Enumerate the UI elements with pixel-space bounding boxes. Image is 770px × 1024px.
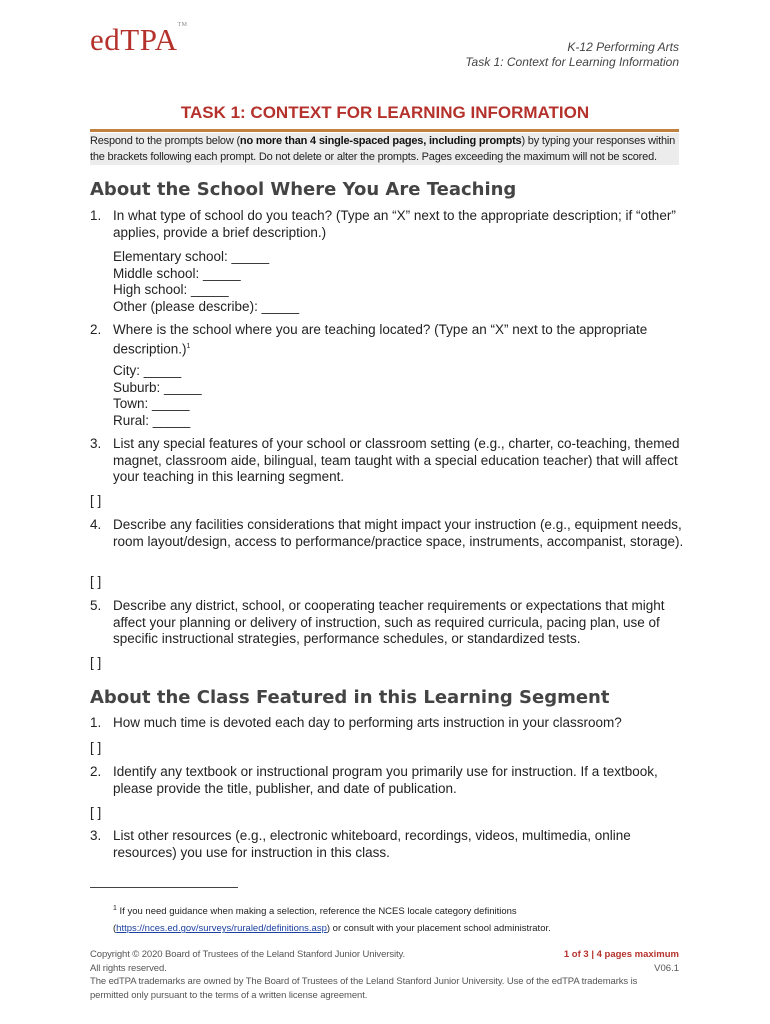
section-heading-school: About the School Where You Are Teaching <box>90 179 517 200</box>
page-title: TASK 1: CONTEXT FOR LEARNING INFORMATION <box>180 103 590 122</box>
footer-rights: All rights reserved. <box>90 962 167 974</box>
response-bracket-textbook[interactable]: [ ] <box>90 805 102 820</box>
page-number: 1 of 3 | 4 pages maximum <box>563 949 679 960</box>
prompt-textbook: 2. Identify any textbook or instructional program you primarily use for instruction. If a textbook, please provide the title, publisher, and date of publication. <box>90 764 658 796</box>
edtpa-logo: edTPA™ <box>90 22 188 57</box>
option-city[interactable]: City: _____ <box>113 363 182 378</box>
prompt-school-type: 1. In what type of school do you teach? (Type an “X” next to the appropriate description; if “other” applies, provide a brief description.) <box>90 208 676 240</box>
footnote-ref[interactable]: 1 <box>186 342 191 350</box>
page-info <box>564 948 679 975</box>
option-town[interactable]: Town: _____ <box>113 396 190 411</box>
option-high[interactable]: High school: _____ <box>113 282 229 297</box>
school-type-options <box>113 249 299 315</box>
footnote: $^1$ If you need guidance when making a selection, reference the NCES locale category definitions (https://nces.ed.gov/surveys/ruraled/definitions.asp) or consult with your placement school administrator. <box>113 905 551 935</box>
version: V06.1 <box>654 962 679 974</box>
school-location-options <box>113 363 202 429</box>
option-suburb[interactable]: Suburb: _____ <box>113 379 202 395</box>
prompt-facilities: 4. Describe any facilities considerations that might impact your instruction (e.g., equipment needs, room layout/design, access to performance/practice space, instruments, accompanist, storage). <box>90 517 684 549</box>
header-task: Task 1: Context for Learning Information <box>465 55 679 69</box>
option-rural[interactable]: Rural: _____ <box>113 412 191 428</box>
prompt-resources: 3. List other resources (e.g., electronic whiteboard, recordings, videos, multimedia, online resources) you use for instruction in this class. <box>90 828 631 860</box>
response-bracket-special-features[interactable]: [ ] <box>90 493 102 508</box>
response-bracket-facilities[interactable]: [ ] <box>90 574 102 589</box>
footer-copyright: Copyright © 2020 Board of Trustees of the Leland Stanford Junior University. <box>90 949 406 960</box>
prompt-time-devoted: 1. How much time is devoted each day to performing arts instruction in your classroom? <box>90 715 622 730</box>
option-middle[interactable]: Middle school: _____ <box>113 265 241 281</box>
header-subject: K-12 Performing Arts <box>567 40 679 54</box>
prompt-requirements: 5. Describe any district, school, or cooperating teacher requirements or expectations that might affect your planning or delivery of instruction, such as required curricula, pacing plan, use of specific instructional strategies, performance schedules, or standardized tests. <box>90 598 665 646</box>
footnote-divider <box>90 887 238 888</box>
footer-trademark: The edTPA trademarks are owned by The Board of Trustees of the Leland Stanford Junior University. Use of the edTPA trademarks is permitted only pursuant to the terms of a written license agreement. <box>90 976 638 1001</box>
prompt-special-features: 3. List any special features of your school or classroom setting (e.g., charter, co-teaching, themed magnet, classroom aide, bilingual, team taught with a special education teacher) that will affect your teaching in this learning segment. <box>90 436 680 484</box>
prompt-school-location: 2. Where is the school where you are teaching located? (Type an “X” next to the appropriate description.)$^1$ <box>90 322 648 356</box>
option-elementary[interactable]: Elementary school: _____ <box>113 249 270 264</box>
section-heading-class: About the Class Featured in this Learning Segment <box>90 687 610 708</box>
option-other[interactable]: Other (please describe): _____ <box>113 298 300 314</box>
response-bracket-time[interactable]: [ ] <box>90 740 102 755</box>
title-divider <box>90 129 679 132</box>
response-bracket-requirements[interactable]: [ ] <box>90 655 102 670</box>
nces-link[interactable]: https://nces.ed.gov/surveys/ruraled/definitions.asp <box>116 923 327 935</box>
instructions-box: Respond to the prompts below (no more than 4 single-spaced pages, including prompts) by typing your responses within the brackets following each prompt. Do not delete or alter the prompts. Pages exceeding the maximum will not be scored. <box>90 133 679 165</box>
